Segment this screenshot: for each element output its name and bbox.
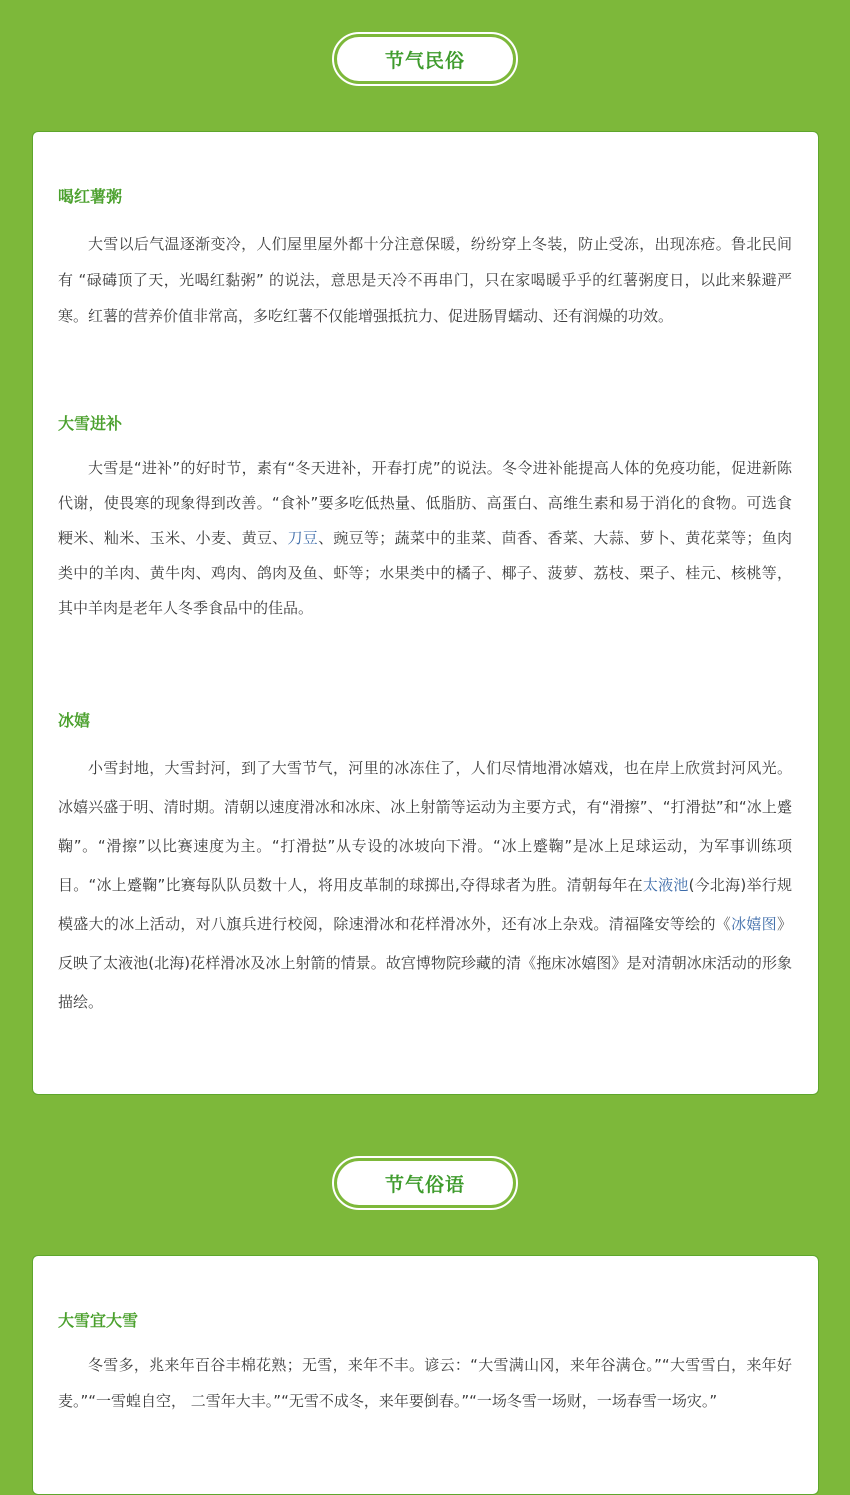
article-heading: 大雪宜大雪 (58, 1311, 139, 1330)
proverbs-card (32, 1255, 819, 1495)
article-heading: 大雪进补 (58, 414, 123, 433)
paragraph-text: 小雪封地，大雪封河，到了大雪节气，河里的冰冻住了，人们尽情地滑冰嬉戏，也在岸上欣赏封河风光。冰嬉兴盛于明、清时期。清朝以速度滑冰和冰床、冰上射箭等运动为主要方式，有“滑擦”、“打滑挞”和“冰上蹙鞠”。“滑擦”以比赛速度为主。“打滑挞”从专设的冰坡向下滑。“冰上蹙鞠”是冰上足球运动，为军事训练项目。“冰上蹙鞠”比赛每队队员数十人，将用皮革制的球掷出,夺得球者为胜。清朝每年在 (58, 759, 792, 894)
section-title: 节气民俗 (337, 37, 513, 81)
link-bing-xi-tu[interactable]: 冰嬉图 (731, 915, 777, 933)
section-header-proverbs (332, 1156, 518, 1210)
article-heading: 喝红薯粥 (58, 187, 123, 206)
link-dao-dou[interactable]: 刀豆 (287, 529, 319, 547)
article-heading: 冰嬉 (58, 711, 91, 730)
paragraph-text: 》反映了太液池(北海)花样滑冰及冰上射箭的情景。故宫博物院珍藏的清《拖床冰嬉图》是对清朝冰床活动的形象描绘。 (58, 915, 792, 1011)
article-paragraph: 大雪以后气温逐渐变冷，人们屋里屋外都十分注意保暖，纷纷穿上冬装，防止受冻，出现冻疮。鲁北民间有 “碌碡顶了天，光喝红黏粥” 的说法，意思是天冷不再串门，只在家喝暖乎乎的红薯粥度日，以此来躲避严寒。红薯的营养价值非常高，多吃红薯不仅能增强抵抗力、促进肠胃蠕动、还有润燥的功效。 (58, 235, 792, 325)
section-title: 节气俗语 (337, 1161, 513, 1205)
article-ice-play (58, 711, 792, 1022)
link-tai-ye-chi[interactable]: 太液池 (642, 876, 689, 894)
customs-card (32, 131, 819, 1095)
section-header-customs (332, 32, 518, 86)
article-paragraph: 冬雪多，兆来年百谷丰棉花熟；无雪，来年不丰。谚云：“大雪满山冈，来年谷满仓。”“大雪雪白，来年好麦。”“一雪蝗自空， 二雪年大丰。”“无雪不成冬，来年要倒春。”“一场冬雪一场财，一场春雪一场灾。” (58, 1356, 792, 1410)
article-heavy-snow-proverbs (58, 1311, 792, 1419)
paragraph-text: 、豌豆等；蔬菜中的韭菜、茴香、香菜、大蒜、萝卜、黄花菜等；鱼肉类中的羊肉、黄牛肉、鸡肉、鸽肉及鱼、虾等；水果类中的橘子、椰子、菠萝、荔枝、栗子、桂元、核桃等，其中羊肉是老年人冬季食品中的佳品。 (58, 529, 792, 617)
article-paragraph (58, 749, 792, 1022)
article-paragraph (58, 451, 792, 626)
paragraph-text: (今北海)举行规模盛大的冰上活动，对八旗兵进行校阅，除速滑冰和花样滑冰外，还有冰上杂戏。清福隆安等绘的《 (58, 876, 792, 933)
article-winter-tonic (58, 414, 792, 626)
paragraph-text: 大雪是“进补”的好时节，素有“冬天进补，开春打虎”的说法。冬令进补能提高人体的免疫功能，促进新陈代谢，使畏寒的现象得到改善。“食补”要多吃低热量、低脂肪、高蛋白、高维生素和易于消化的食物。可选食粳米、籼米、玉米、小麦、黄豆、 (58, 459, 792, 547)
article-sweet-potato-porridge (58, 187, 792, 334)
